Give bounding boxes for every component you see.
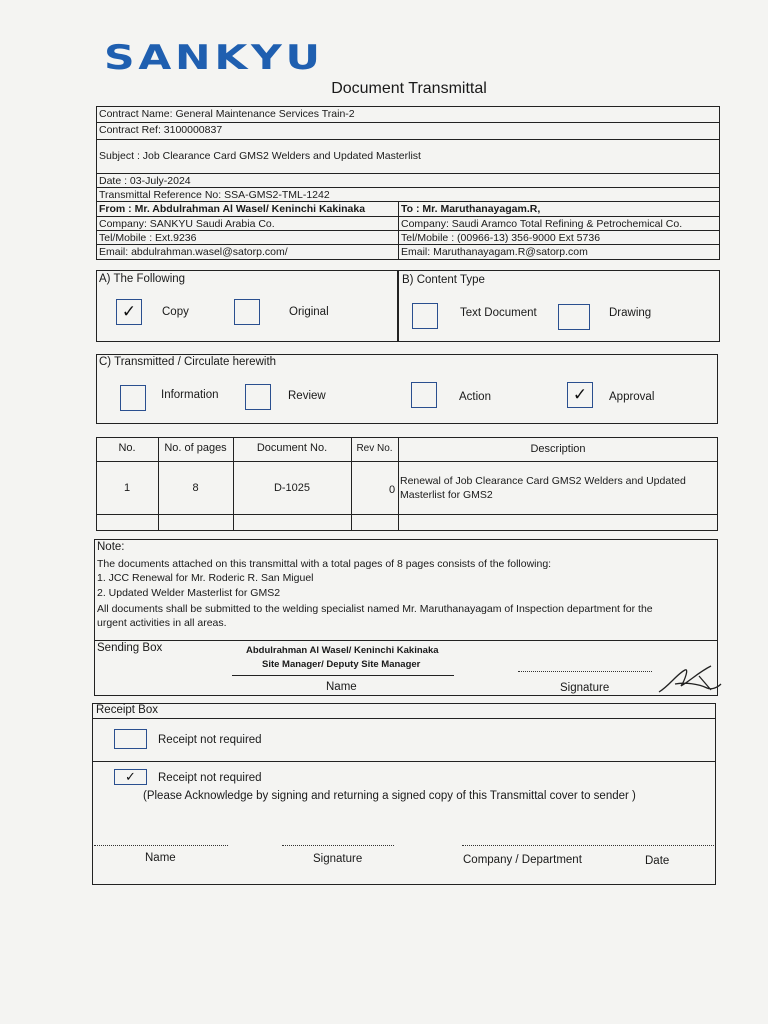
from-field: From : Mr. Abdulrahman Al Wasel/ Keninchi Kakinaka (99, 203, 366, 215)
row-rev: 0 (389, 484, 396, 496)
note-line: The documents attached on this transmittal with a total pages of 8 pages consists of the following: (97, 558, 552, 570)
subject: Subject : Job Clearance Card GMS2 Welders and Updated Masterlist (99, 150, 421, 162)
receipt-company-label: Company / Department (463, 854, 582, 866)
receipt-box-heading: Receipt Box (96, 704, 159, 716)
text-document-label: Text Document (460, 307, 537, 319)
receipt-option2-label: Receipt not required (158, 772, 262, 784)
action-label: Action (459, 391, 491, 403)
contract-ref: Contract Ref: 3100000837 (99, 124, 223, 136)
row-pages: 8 (192, 482, 199, 494)
col-header-doc-no: Document No. (256, 442, 328, 454)
to-company: Company: Saudi Aramco Total Refining & Petrochemical Co. (401, 218, 683, 230)
review-label: Review (288, 390, 326, 402)
from-tel: Tel/Mobile : Ext.9236 (99, 232, 197, 244)
information-checkbox[interactable] (120, 385, 146, 411)
company-logo: SANKYU (104, 38, 324, 78)
receipt-option2-checkbox[interactable]: ✓ (114, 769, 147, 785)
col-header-pages: No. of pages (164, 442, 227, 454)
sending-name-label: Name (326, 681, 357, 693)
receipt-signature-label: Signature (313, 853, 363, 865)
sender-names: Abdulrahman Al Wasel/ Keninchi Kakinaka (246, 645, 439, 656)
drawing-checkbox[interactable] (558, 304, 590, 330)
from-email: Email: abdulrahman.wasel@satorp.com/ (99, 246, 288, 258)
col-header-rev: Rev No. (356, 443, 393, 454)
information-label: Information (161, 389, 219, 401)
approval-checkbox[interactable]: ✓ (567, 382, 593, 408)
sending-signature-label: Signature (560, 682, 610, 694)
note-line: 1. JCC Renewal for Mr. Roderic R. San Miguel (97, 572, 314, 584)
to-email: Email: Maruthanayagam.R@satorp.com (401, 246, 588, 258)
drawing-label: Drawing (609, 307, 652, 319)
section-a-heading: A) The Following (99, 273, 186, 285)
action-checkbox[interactable] (411, 382, 437, 408)
row-doc-no: D-1025 (273, 482, 311, 494)
review-checkbox[interactable] (245, 384, 271, 410)
to-tel: Tel/Mobile : (00966-13) 356-9000 Ext 5736 (401, 232, 601, 244)
original-label: Original (289, 306, 329, 318)
row-no: 1 (123, 482, 131, 494)
from-company: Company: SANKYU Saudi Arabia Co. (99, 218, 275, 230)
page-title: Document Transmittal (331, 80, 487, 97)
copy-checkbox[interactable]: ✓ (116, 299, 142, 325)
approval-label: Approval (609, 391, 655, 403)
contract-name: Contract Name: General Maintenance Services Train-2 (99, 108, 355, 120)
date: Date : 03-July-2024 (99, 175, 191, 187)
transmittal-reference: Transmittal Reference No: SSA-GMS2-TML-1242 (99, 189, 330, 201)
note-line: urgent activities in all areas. (97, 617, 227, 629)
row-description-line2: Masterlist for GMS2 (400, 489, 493, 501)
receipt-option1-checkbox[interactable] (114, 729, 147, 749)
col-header-description: Description (530, 443, 586, 455)
receipt-instruction: (Please Acknowledge by signing and returning a signed copy of this Transmittal cover to sender ) (143, 790, 636, 802)
sender-titles: Site Manager/ Deputy Site Manager (262, 659, 421, 670)
section-c-heading: C) Transmitted / Circulate herewith (99, 356, 277, 368)
col-header-no: No. (118, 442, 136, 454)
note-line: 2. Updated Welder Masterlist for GMS2 (97, 587, 281, 599)
copy-label: Copy (162, 306, 189, 318)
note-line: All documents shall be submitted to the welding specialist named Mr. Maruthanayagam of Inspection department for the (97, 603, 653, 615)
original-checkbox[interactable] (234, 299, 260, 325)
to-field: To : Mr. Maruthanayagam.R, (401, 203, 541, 215)
receipt-name-label: Name (145, 852, 176, 864)
note-heading: Note: (97, 541, 125, 553)
section-b-heading: B) Content Type (402, 274, 485, 286)
sending-box-heading: Sending Box (97, 642, 163, 654)
signature-image (655, 662, 725, 696)
text-document-checkbox[interactable] (412, 303, 438, 329)
receipt-date-label: Date (645, 855, 670, 867)
receipt-option1-label: Receipt not required (158, 734, 262, 746)
row-description-line1: Renewal of Job Clearance Card GMS2 Welders and Updated (400, 475, 686, 487)
